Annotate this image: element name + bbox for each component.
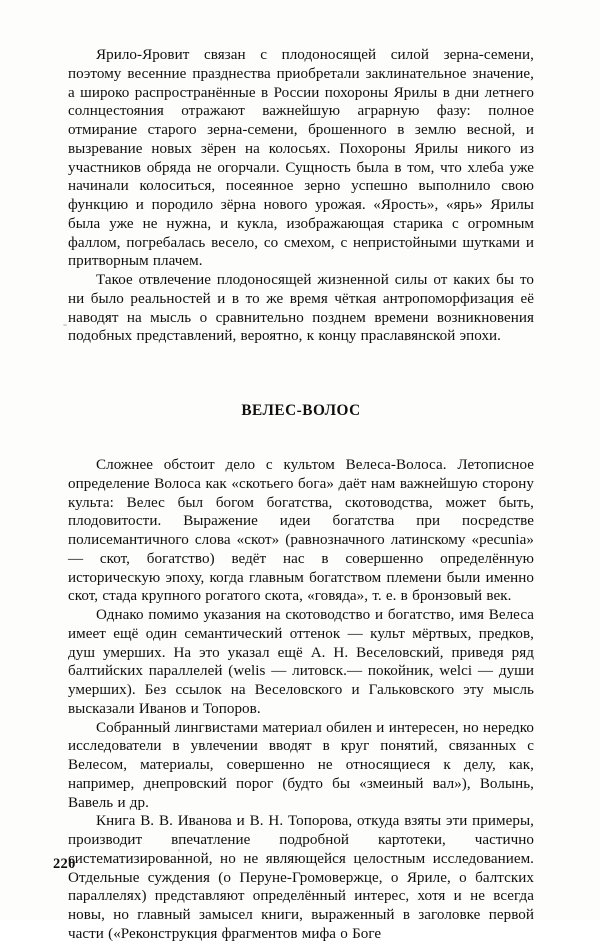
paragraph-lingvisty: Собранный лингвистами материал обилен и интересен, но нередко исследователи в увлечении вводят в круг понятий, связанных с Велесом, материалы, совершенно не относящиеся к делу, как, например, днепровский порог (будто бы «змеиный вал»), Волынь, Вавель и др. bbox=[68, 719, 534, 811]
paragraph-otvlechenie: Такое отвлечение плодоносящей жизненной силы от каких бы то ни было реальностей и в то же время чёткая антропоморфизация её наводят на мысль о сравнительно позднем времени возникновения подобных представлений, вероятно, к концу праславянской эпохи. bbox=[68, 272, 534, 345]
paragraph-yarilo-yarovit: Ярило-Яровит связан с плодоносящей силой зерна-семени, поэтому весенние празднества приобретали заклинательное значение, а широко распространённые в России похороны Ярилы в дни летнего солнцестояния отражают важнейшую аграрную фазу: полное отмирание старого зерна-семени, брошенного в землю весной, и вызревание новых зёрен на колосьях. Похороны Ярилы никого из участников обряда не огорчали. Сущность была в том, что хлеба уже начинали колоситься, посеянное зерно успешно выполнило свою функцию и породило зёрна нового урожая. «Ярость», «ярь» Ярилы была уже не нужна, и кукла, изображающая старика с огромным фаллом, погребалась весело, со смехом, с непристойными шутками и притворным плачем. bbox=[68, 47, 534, 270]
section-heading-veles-volos: ВЕЛЕС-ВОЛОС bbox=[241, 402, 361, 419]
paragraph-veles-kult: Сложнее обстоит дело с культом Велеса-Волоса. Летописное определение Волоса как «скотьего бога» даёт нам важнейшую сторону культа: Велес был богом богатства, скотоводства, может быть, плодовитости. Выражение идеи богатства при посредстве полисемантичного слова «скот» (равнозначного латинскому «pecunia» — скот, богатство) ведёт нас в совершенно определённую историческую эпоху, когда главным богатством племени были именно скот, стада крупного рогатого скота, «говяда», т. е. в бронзовый век. bbox=[68, 457, 534, 605]
scan-speck bbox=[63, 324, 67, 326]
heading-spacer-bottom bbox=[68, 420, 534, 456]
paragraph-semantic-ottenok: Однако помимо указания на скотоводство и богатство, имя Велеса имеет ещё один семантический оттенок — культ мёртвых, предков, душ умерших. На это указал ещё А. Н. Веселовский, приведя ряд балтийских параллелей (welis — литовск.— покойник, welci — души умерших). Без ссылок на Веселовского и Гальковского эту мысль высказали Иванов и Топоров. bbox=[68, 607, 534, 717]
page-number-folio: 220 bbox=[53, 856, 76, 872]
page-text-block bbox=[68, 46, 534, 944]
heading-spacer-top bbox=[68, 346, 534, 401]
paragraph-kniga-ivanova: Книга В. В. Иванова и В. Н. Топорова, откуда взяты эти примеры, производит впечатление подробной картотеки, частично систематизированной, но не являющейся целостным исследованием. Отдельные суждения (о Перуне-Громовержце, о Яриле, о балтских параллелях) представляют определённый интерес, хотя и не всегда новы, но главный замысел книги, выраженный в заголовке первой части («Реконструкция фрагментов мифа о Боге bbox=[68, 813, 534, 942]
